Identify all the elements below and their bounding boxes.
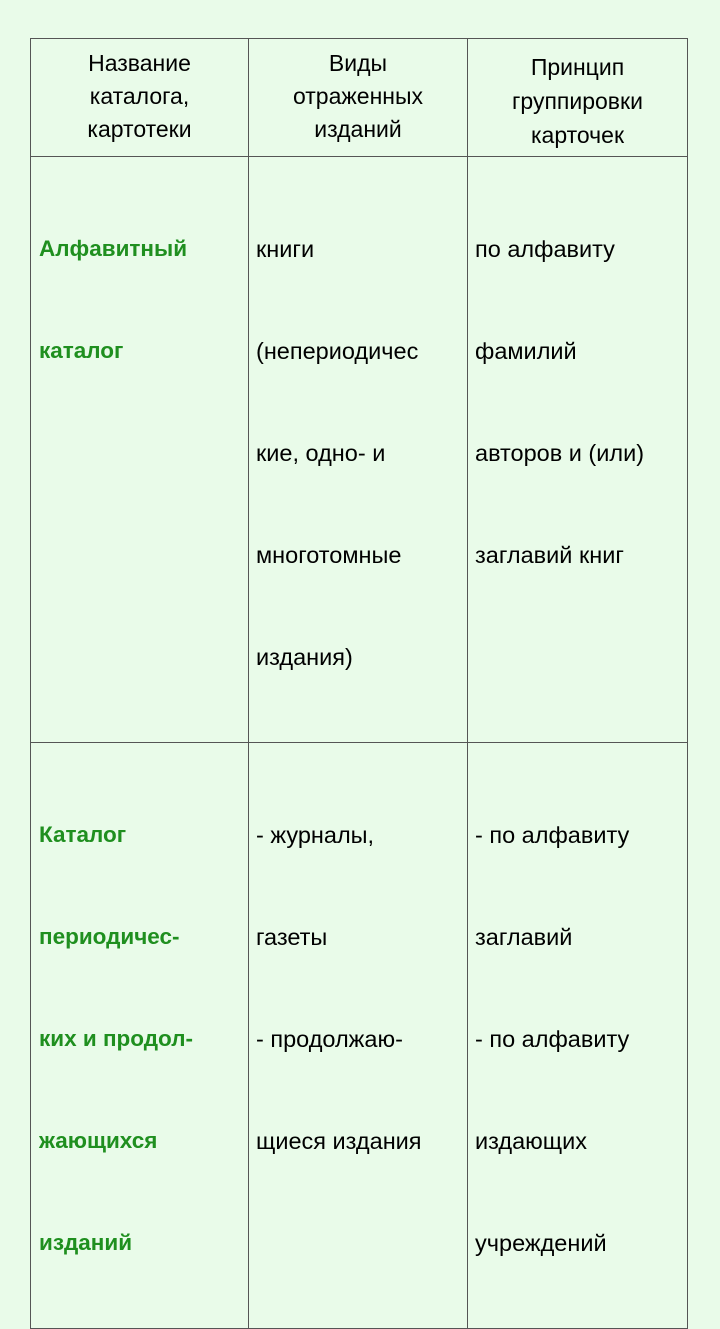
catalog-name-line: периодичес- <box>39 924 180 949</box>
header-line: картотеки <box>87 116 192 142</box>
cell-line: учреждений <box>475 1230 607 1256</box>
header-line: группировки <box>512 88 643 114</box>
catalog-name-line: Алфавитный <box>39 236 188 261</box>
grouping-principle-cell <box>468 743 688 1329</box>
catalog-name-line: каталог <box>39 338 124 363</box>
header-line: Виды <box>328 50 388 76</box>
cell-line: издания) <box>256 644 353 670</box>
cell-line: (непериодичес <box>256 338 419 364</box>
cell-line: многотомные <box>256 542 402 568</box>
cell-line: - продолжаю- <box>256 1026 403 1052</box>
cell-line: авторов и (или) <box>475 440 645 466</box>
cell-line: - журналы, <box>256 822 375 848</box>
header-line: изданий <box>314 116 402 142</box>
cell-line: издающих <box>475 1128 588 1154</box>
header-line: Название <box>88 50 191 76</box>
catalog-name-line: изданий <box>39 1230 133 1255</box>
publication-types-cell <box>249 743 468 1329</box>
cell-line: - по алфавиту <box>475 1026 630 1052</box>
catalog-name-line: Каталог <box>39 822 127 847</box>
header-cell-publication-types <box>249 39 468 157</box>
cell-line: заглавий <box>475 924 573 950</box>
header-line: Принцип <box>530 54 625 80</box>
catalog-name-cell <box>31 743 249 1329</box>
cell-line: - по алфавиту <box>475 822 630 848</box>
table-row <box>31 743 688 1329</box>
table-row <box>31 157 688 743</box>
grouping-principle-cell <box>468 157 688 743</box>
header-cell-catalog-name <box>31 39 249 157</box>
header-line: карточек <box>530 122 625 148</box>
cell-line: заглавий книг <box>475 542 624 568</box>
catalog-name-cell <box>31 157 249 743</box>
catalog-name-line: ких и продол- <box>39 1026 193 1051</box>
cell-line: кие, одно- и <box>256 440 386 466</box>
cell-line: газеты <box>256 924 328 950</box>
header-line: отраженных <box>292 83 423 109</box>
catalog-table <box>30 38 688 1329</box>
cell-line: по алфавиту <box>475 236 615 262</box>
table-header-row <box>31 39 688 157</box>
cell-line: фамилий <box>475 338 577 364</box>
cell-line: книги <box>256 236 315 262</box>
cell-line: щиеся издания <box>256 1128 422 1154</box>
catalog-name-line: жающихся <box>39 1128 158 1153</box>
header-line: каталога, <box>89 83 190 109</box>
publication-types-cell <box>249 157 468 743</box>
header-cell-grouping-principle <box>468 39 688 157</box>
